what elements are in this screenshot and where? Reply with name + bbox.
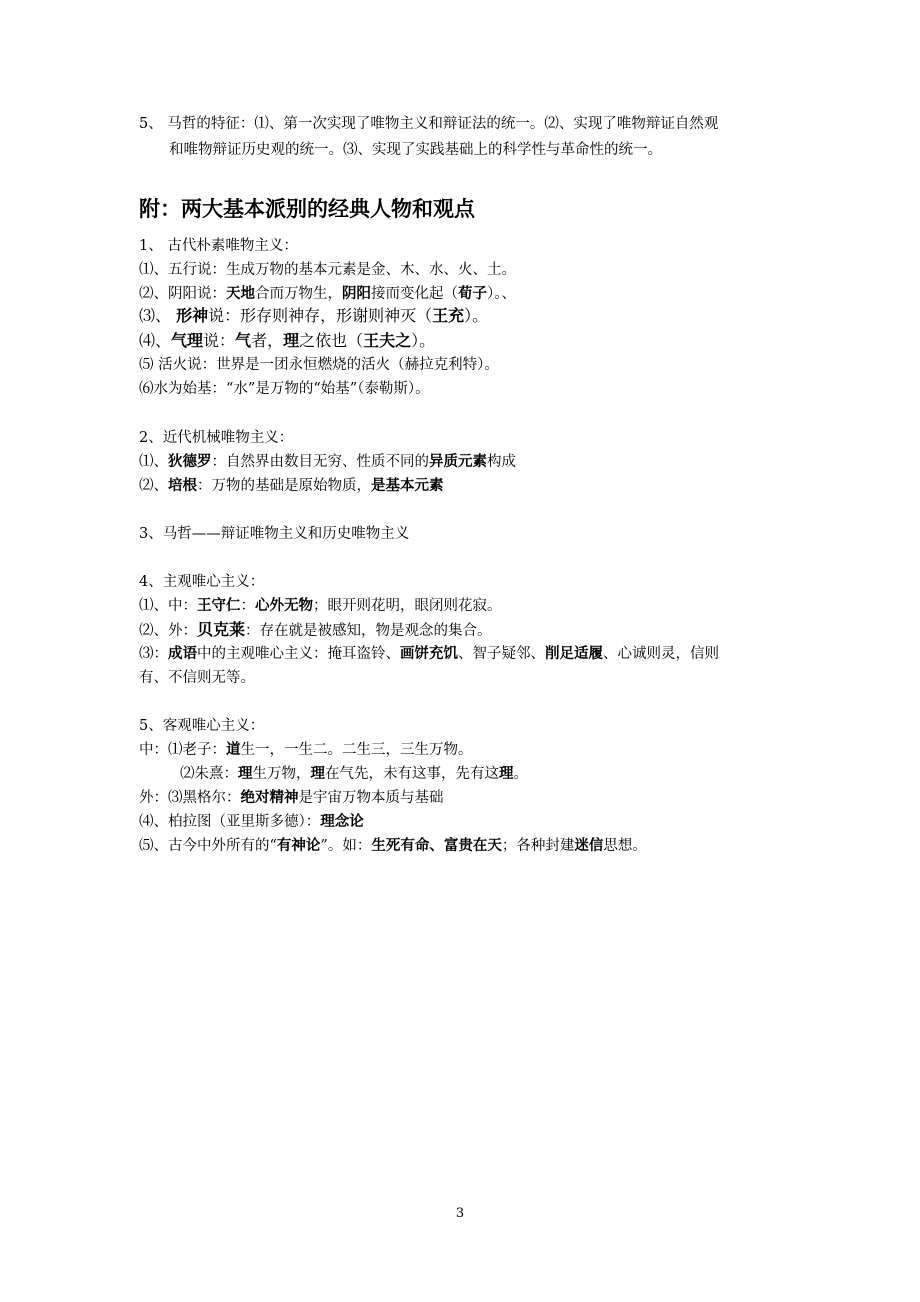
group4-item4: 有、不信则无等。 (139, 670, 255, 686)
group4-item2: ⑵、外：贝克莱：存在就是被感知，物是观念的集合。 (139, 620, 492, 639)
group1-item2: ⑵、阴阳说：天地合而万物生，阴阳接而变化起（荀子）。、 (139, 286, 516, 302)
page-number: 3 (455, 1206, 465, 1221)
group5-item3: 外：⑶黑格尔：绝对精神是宇宙万物本质与基础 (139, 790, 444, 806)
group2-heading: 2、近代机械唯物主义： (139, 430, 294, 446)
group2-item2: ⑵、培根：万物的基础是原始物质，是基本元素 (139, 478, 444, 494)
group1-item1: ⑴、五行说：生成万物的基本元素是金、木、水、火、土。 (139, 262, 516, 278)
group3-heading: 3、马哲——辩证唯物主义和历史唯物主义 (139, 526, 410, 542)
group5-item4: ⑷、柏拉图（亚里斯多德）：理念论 (139, 814, 364, 830)
group5-item2: ⑵朱熹：理生万物，理在气先，未有这事，先有这理。 (180, 766, 528, 782)
appendix-title: 附：两大基本派别的经典人物和观点 (139, 197, 475, 221)
group1-item5: ⑸ 活火说：世界是一团永恒燃烧的活火（赫拉克利特）。 (139, 357, 499, 373)
group2-item1: ⑴、狄德罗：自然界由数目无穷、性质不同的异质元素构成 (139, 454, 516, 470)
section5-line1: 5、 马哲的特征：⑴、第一次实现了唯物主义和辩证法的统一。⑵、实现了唯物辩证自然观 (139, 116, 719, 132)
group4-heading: 4、主观唯心主义： (139, 574, 265, 590)
group5-heading: 5、客观唯心主义： (139, 718, 265, 734)
group5-item5: ⑸、古今中外所有的“有神论”。如：生死有命、富贵在天；各种封建迷信思想。 (139, 838, 647, 854)
group1-heading: 1、 古代朴素唯物主义： (139, 238, 298, 254)
group5-item1: 中：⑴老子：道生一，一生二。二生三，三生万物。 (139, 742, 473, 758)
group4-item3: ⑶：成语中的主观唯心主义：掩耳盗铃、画饼充饥、智子疑邻、削足适履、心诚则灵，信则 (139, 646, 719, 662)
group1-item6: ⑹水为始基：“水”是万物的“始基”（泰勒斯）。 (139, 381, 430, 397)
section5-line2: 和唯物辩证历史观的统一。⑶、实现了实践基础上的科学性与革命性的统一。 (169, 142, 662, 158)
group1-item3: ⑶、 形神说：形存则神存，形谢则神灭（王充）。 (139, 306, 489, 325)
group4-item1: ⑴、中：王守仁：心外无物；眼开则花明，眼闭则花寂。 (139, 598, 502, 614)
group1-item4: ⑷、气理说：气者，理之依也（王夫之）。 (139, 331, 436, 350)
